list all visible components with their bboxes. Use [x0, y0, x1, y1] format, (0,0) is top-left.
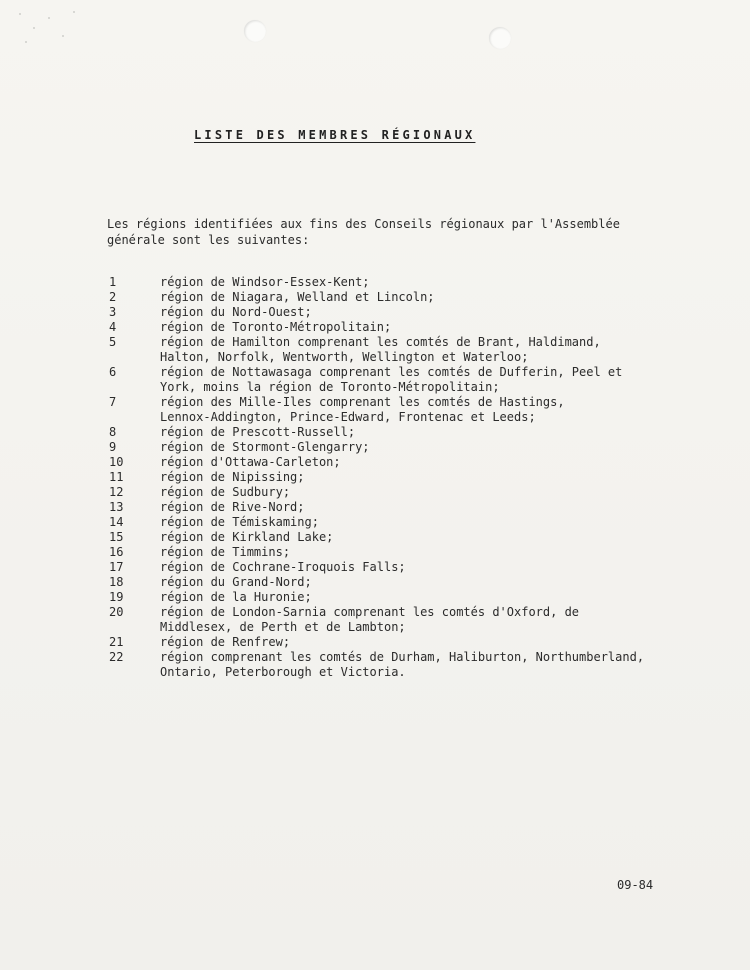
region-text: région de Renfrew; [160, 635, 291, 649]
region-item [107, 305, 687, 320]
region-number: 12 [109, 485, 124, 499]
region-number: 14 [109, 515, 124, 529]
region-item [107, 275, 687, 290]
region-item [107, 290, 687, 305]
region-number: 6 [109, 365, 117, 379]
punch-hole-right [489, 27, 511, 49]
region-item [107, 455, 687, 470]
region-number: 13 [109, 500, 124, 514]
region-item [107, 575, 687, 590]
region-text: région du Nord-Ouest; [160, 305, 312, 319]
region-item [107, 500, 687, 515]
region-number: 19 [109, 590, 124, 604]
region-text: région comprenant les comtés de Durham, Haliburton, Northumberland, Ontario, Peterborough et Victoria. [160, 650, 645, 679]
document-title: LISTE DES MEMBRES RÉGIONAUX [194, 128, 476, 142]
region-number: 2 [109, 290, 117, 304]
region-text: région de Cochrane-Iroquois Falls; [160, 560, 406, 574]
region-item [107, 425, 687, 440]
region-text: région de Prescott-Russell; [160, 425, 356, 439]
region-text: région d'Ottawa-Carleton; [160, 455, 341, 469]
region-number: 10 [109, 455, 124, 469]
region-item [107, 560, 687, 575]
region-text: région de Rive-Nord; [160, 500, 305, 514]
region-item [107, 605, 687, 635]
region-number: 7 [109, 395, 117, 409]
region-number: 15 [109, 530, 124, 544]
region-item [107, 365, 687, 395]
region-number: 22 [109, 650, 124, 664]
region-text: région du Grand-Nord; [160, 575, 312, 589]
region-number: 4 [109, 320, 117, 334]
region-item [107, 485, 687, 500]
region-list [107, 275, 687, 680]
region-number: 8 [109, 425, 117, 439]
region-text: région de Témiskaming; [160, 515, 319, 529]
region-text: région de Stormont-Glengarry; [160, 440, 370, 454]
region-text: région des Mille-Iles comprenant les comtés de Hastings, Lennox-Addington, Prince-Edward, Frontenac et Leeds; [160, 395, 565, 424]
region-text: région de Hamilton comprenant les comtés de Brant, Haldimand, Halton, Norfolk, Wentworth, Wellington et Waterloo; [160, 335, 601, 364]
punch-hole-left [244, 20, 266, 42]
region-text: région de Nottawasaga comprenant les comtés de Dufferin, Peel et York, moins la région de Toronto-Métropolitain; [160, 365, 623, 394]
region-number: 3 [109, 305, 117, 319]
region-item [107, 335, 687, 365]
region-text: région de la Huronie; [160, 590, 312, 604]
region-text: région de Niagara, Welland et Lincoln; [160, 290, 435, 304]
region-text: région de Timmins; [160, 545, 291, 559]
region-item [107, 650, 687, 680]
region-item [107, 470, 687, 485]
document-code: 09-84 [617, 878, 654, 892]
region-item [107, 320, 687, 335]
region-number: 11 [109, 470, 124, 484]
region-number: 20 [109, 605, 124, 619]
region-number: 17 [109, 560, 124, 574]
region-item [107, 530, 687, 545]
region-number: 5 [109, 335, 117, 349]
region-item [107, 515, 687, 530]
region-text: région de Toronto-Métropolitain; [160, 320, 392, 334]
region-text: région de Nipissing; [160, 470, 305, 484]
region-number: 18 [109, 575, 124, 589]
region-item [107, 590, 687, 605]
region-number: 21 [109, 635, 124, 649]
region-item [107, 635, 687, 650]
region-text: région de London-Sarnia comprenant les comtés d'Oxford, de Middlesex, de Perth et de Lambton; [160, 605, 580, 634]
intro-paragraph: Les régions identifiées aux fins des Conseils régionaux par l'Assemblée générale sont les suivantes: [107, 217, 620, 247]
region-text: région de Windsor-Essex-Kent; [160, 275, 370, 289]
region-item [107, 545, 687, 560]
region-number: 9 [109, 440, 117, 454]
region-number: 1 [109, 275, 117, 289]
region-item [107, 395, 687, 425]
region-text: région de Sudbury; [160, 485, 291, 499]
region-item [107, 440, 687, 455]
region-number: 16 [109, 545, 124, 559]
region-text: région de Kirkland Lake; [160, 530, 334, 544]
paper-specks [15, 5, 85, 50]
